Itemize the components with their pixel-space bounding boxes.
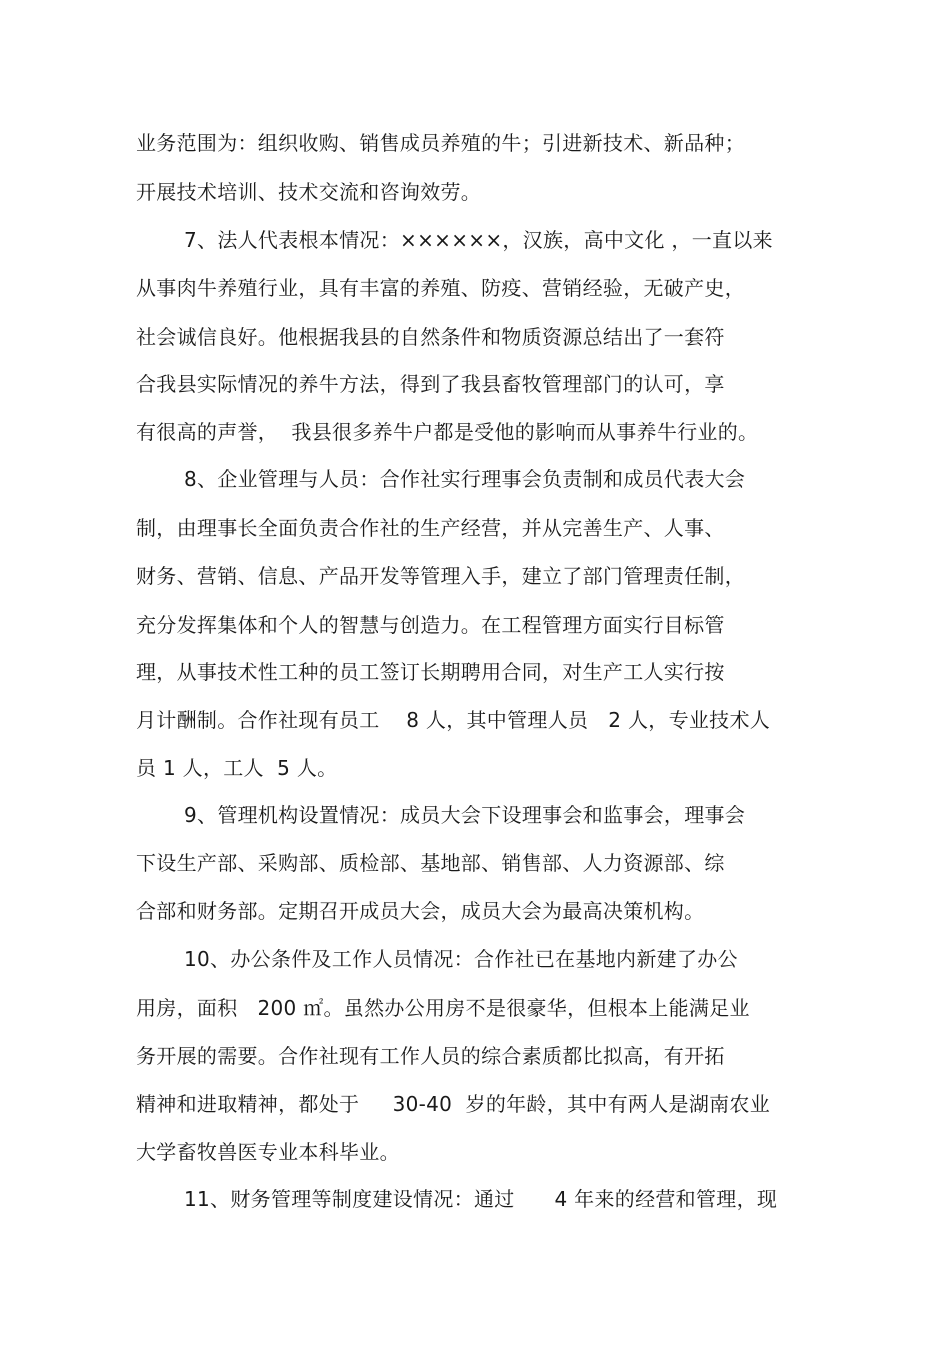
text-line: 从事肉牛养殖行业，具有丰富的养殖、防疫、营销经验，无破产史， (136, 276, 745, 300)
text-line: 月计酬制。合作社现有员工 8 人，其中管理人员 2 人，专业技术人 (136, 708, 771, 732)
text-line: 社会诚信良好。他根据我县的自然条件和物质资源总结出了一套符 (136, 325, 725, 349)
text-line: 有很高的声誉， 我县很多养牛户都是受他的影响而从事养牛行业的。 (136, 420, 759, 444)
text-line: 财务、营销、信息、产品开发等管理入手，建立了部门管理责任制， (136, 564, 745, 588)
text-line: 大学畜牧兽医专业本科毕业。 (136, 1140, 400, 1164)
text-line: 合部和财务部。定期召开成员大会，成员大会为最高决策机构。 (136, 899, 705, 923)
text-line: 下设生产部、采购部、质检部、基地部、销售部、人力资源部、综 (136, 851, 725, 875)
text-line: 11、财务管理等制度建设情况：通过 4 年来的经营和管理，现 (184, 1187, 778, 1211)
text-line: 7、法人代表根本情况：××××××，汉族，高中文化 ，一直以来 (184, 228, 773, 252)
text-line: 业务范围为：组织收购、销售成员养殖的牛；引进新技术、新品种； (136, 131, 745, 155)
text-line: 用房，面积 200 ㎡。虽然办公用房不是很豪华，但根本上能满足业 (136, 996, 750, 1020)
text-line: 充分发挥集体和个人的智慧与创造力。在工程管理方面实行目标管 (136, 613, 725, 637)
text-line: 制，由理事长全面负责合作社的生产经营，并从完善生产、人事、 (136, 516, 725, 540)
text-line: 务开展的需要。合作社现有工作人员的综合素质都比拟高，有开拓 (136, 1044, 725, 1068)
text-line: 精神和进取精神，都处于 30-40 岁的年龄，其中有两人是湖南农业 (136, 1092, 771, 1116)
text-line: 理，从事技术性工种的员工签订长期聘用合同，对生产工人实行按 (136, 660, 725, 684)
text-line: 9、管理机构设置情况：成员大会下设理事会和监事会，理事会 (184, 803, 746, 827)
text-line: 10、办公条件及工作人员情况：合作社已在基地内新建了办公 (184, 947, 738, 971)
text-line: 开展技术培训、技术交流和咨询效劳。 (136, 180, 482, 204)
text-line: 员 1 人，工人 5 人。 (136, 756, 338, 780)
text-line: 合我县实际情况的养牛方法，得到了我县畜牧管理部门的认可，享 (136, 372, 725, 396)
text-line: 8、企业管理与人员：合作社实行理事会负责制和成员代表大会 (184, 467, 746, 491)
